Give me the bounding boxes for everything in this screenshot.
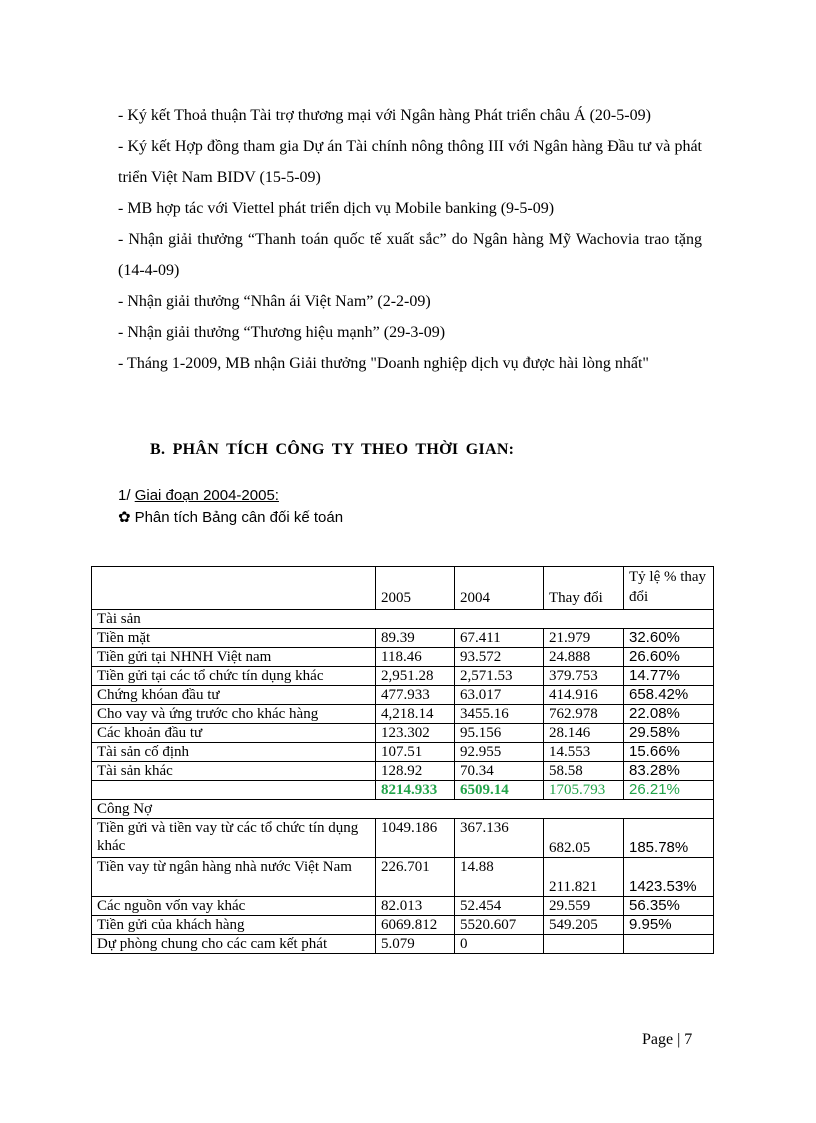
row-label: Các khoản đầu tư xyxy=(92,724,376,743)
total-row xyxy=(92,781,714,800)
table-row xyxy=(92,648,714,667)
cell: 549.205 xyxy=(544,916,624,935)
table-row xyxy=(92,800,714,819)
cell: 123.302 xyxy=(376,724,455,743)
row-label: Tài sản khác xyxy=(92,762,376,781)
bullet-item: - MB hợp tác với Viettel phát triển dịch vụ Mobile banking (9-5-09) xyxy=(118,200,555,217)
cell: 21.979 xyxy=(544,629,624,648)
cell: 83.28% xyxy=(624,762,714,781)
cell: 762.978 xyxy=(544,705,624,724)
table-row xyxy=(92,858,714,897)
table-row xyxy=(92,629,714,648)
page-number: Page | 7 xyxy=(642,1031,693,1048)
cell: 70.34 xyxy=(455,762,544,781)
row-label: Tiền gửi tại NHNH Việt nam xyxy=(92,648,376,667)
row-label: Tiền mặt xyxy=(92,629,376,648)
section-label: Tài sản xyxy=(92,610,714,629)
cell: 107.51 xyxy=(376,743,455,762)
table-row xyxy=(92,724,714,743)
cell: 128.92 xyxy=(376,762,455,781)
total-cell: 8214.933 xyxy=(376,781,455,800)
bullet-item: - Nhận giải thưởng “Thương hiệu mạnh” (29-3-09) xyxy=(118,324,446,341)
bullet-item: - Tháng 1-2009, MB nhận Giải thưởng "Doanh nghiệp dịch vụ được hài lòng nhất" xyxy=(118,355,649,372)
cell: 477.933 xyxy=(376,686,455,705)
cell: 4,218.14 xyxy=(376,705,455,724)
cell: 56.35% xyxy=(624,897,714,916)
cell: 658.42% xyxy=(624,686,714,705)
cell: 9.95% xyxy=(624,916,714,935)
cell: 6069.812 xyxy=(376,916,455,935)
cell: 32.60% xyxy=(624,629,714,648)
cell: 1049.186 xyxy=(376,819,455,858)
header-cell xyxy=(92,567,376,610)
row-label: Tiền vay từ ngân hàng nhà nước Việt Nam xyxy=(92,858,376,897)
cell: 379.753 xyxy=(544,667,624,686)
cell: 367.136 xyxy=(455,819,544,858)
cell: 14.77% xyxy=(624,667,714,686)
row-label xyxy=(92,781,376,800)
table-row xyxy=(92,897,714,916)
cell: 93.572 xyxy=(455,648,544,667)
cell: 95.156 xyxy=(455,724,544,743)
cell: 1423.53% xyxy=(624,858,714,897)
row-label: Các nguồn vốn vay khác xyxy=(92,897,376,916)
cell xyxy=(624,935,714,954)
cell: 414.916 xyxy=(544,686,624,705)
cell: 2,571.53 xyxy=(455,667,544,686)
cell: 92.955 xyxy=(455,743,544,762)
header-cell: Tỷ lệ % thay đổi xyxy=(624,567,714,610)
row-label: Tiền gửi của khách hàng xyxy=(92,916,376,935)
table-row xyxy=(92,762,714,781)
row-label: Tiền gửi và tiền vay từ các tổ chức tín dụng khác xyxy=(92,819,376,858)
cell: 211.821 xyxy=(544,858,624,897)
cell: 24.888 xyxy=(544,648,624,667)
cell: 29.559 xyxy=(544,897,624,916)
cell xyxy=(544,935,624,954)
header-cell: 2004 xyxy=(455,567,544,610)
cell: 29.58% xyxy=(624,724,714,743)
cell: 14.553 xyxy=(544,743,624,762)
balance-sheet-table xyxy=(91,566,714,954)
table-row xyxy=(92,935,714,954)
cell: 118.46 xyxy=(376,648,455,667)
cell: 82.013 xyxy=(376,897,455,916)
cell: 15.66% xyxy=(624,743,714,762)
row-label: Cho vay và ứng trước cho khác hàng xyxy=(92,705,376,724)
flower-icon: ✿ xyxy=(118,509,131,526)
cell: 28.146 xyxy=(544,724,624,743)
subheading-text: Phân tích Bảng cân đối kế toán xyxy=(134,509,344,526)
table-header-row xyxy=(92,567,714,610)
cell: 226.701 xyxy=(376,858,455,897)
cell: 2,951.28 xyxy=(376,667,455,686)
header-cell: 2005 xyxy=(376,567,455,610)
header-cell: Thay đổi xyxy=(544,567,624,610)
cell: 67.411 xyxy=(455,629,544,648)
table-row xyxy=(92,686,714,705)
table-row xyxy=(92,743,714,762)
row-label: Tiền gửi tại các tổ chức tín dụng khác xyxy=(92,667,376,686)
cell: 185.78% xyxy=(624,819,714,858)
cell: 52.454 xyxy=(455,897,544,916)
cell: 89.39 xyxy=(376,629,455,648)
table-row xyxy=(92,819,714,858)
cell: 22.08% xyxy=(624,705,714,724)
period-heading xyxy=(118,487,279,504)
cell: 5520.607 xyxy=(455,916,544,935)
subheading xyxy=(118,508,343,526)
cell: 58.58 xyxy=(544,762,624,781)
cell: 63.017 xyxy=(455,686,544,705)
row-label: Dự phòng chung cho các cam kết phát xyxy=(92,935,376,954)
bullet-item: - Ký kết Thoả thuận Tài trợ thương mại với Ngân hàng Phát triển châu Á (20-5-09) xyxy=(118,107,651,124)
cell: 5.079 xyxy=(376,935,455,954)
cell: 14.88 xyxy=(455,858,544,897)
total-cell: 1705.793 xyxy=(544,781,624,800)
cell: 3455.16 xyxy=(455,705,544,724)
bullet-item: - Nhận giải thưởng “Nhân ái Việt Nam” (2-2-09) xyxy=(118,293,431,310)
section-label: Công Nợ xyxy=(92,800,714,819)
cell: 0 xyxy=(455,935,544,954)
table-row xyxy=(92,610,714,629)
bullet-list xyxy=(118,100,702,379)
row-label: Tài sản cố định xyxy=(92,743,376,762)
row-label: Chứng khóan đầu tư xyxy=(92,686,376,705)
bullet-item: - Nhận giải thưởng “Thanh toán quốc tế xuất sắc” do Ngân hàng Mỹ Wachovia trao tặng (14-4-09) xyxy=(118,231,702,279)
cell: 26.60% xyxy=(624,648,714,667)
period-prefix: 1/ xyxy=(118,487,135,504)
section-heading: B. PHÂN TÍCH CÔNG TY THEO THỜI GIAN: xyxy=(150,441,515,458)
total-cell: 26.21% xyxy=(624,781,714,800)
table-row xyxy=(92,916,714,935)
cell: 682.05 xyxy=(544,819,624,858)
period-label: Giai đoạn 2004-2005: xyxy=(134,487,279,504)
table-row xyxy=(92,705,714,724)
total-cell: 6509.14 xyxy=(455,781,544,800)
bullet-item: - Ký kết Hợp đồng tham gia Dự án Tài chính nông thông III với Ngân hàng Đầu tư và phát triển Việt Nam BIDV (15-5-09) xyxy=(118,138,702,186)
table-row xyxy=(92,667,714,686)
